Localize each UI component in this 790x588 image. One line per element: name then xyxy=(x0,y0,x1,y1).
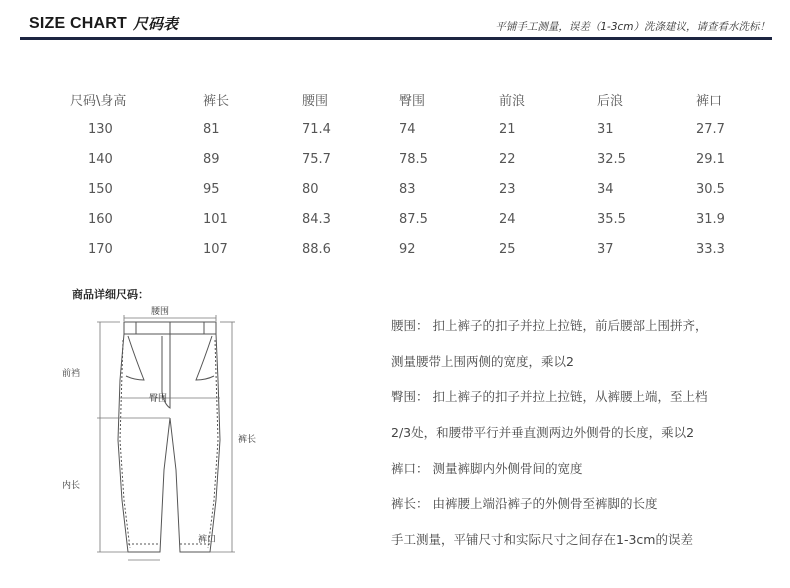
instruction-line: 裤长： 由裤腰上端沿裤子的外侧骨至裤脚的长度 xyxy=(391,496,658,512)
waist-label: 腰围 xyxy=(150,307,170,317)
table-cell: 160 xyxy=(88,211,113,227)
table-cell: 140 xyxy=(88,151,113,167)
column-header-front-rise: 前浪 xyxy=(499,93,526,109)
table-cell: 87.5 xyxy=(399,211,428,227)
table-cell: 29.1 xyxy=(696,151,725,167)
table-cell: 89 xyxy=(203,151,220,167)
table-cell: 130 xyxy=(88,121,113,137)
table-cell: 81 xyxy=(203,121,220,137)
hip-label: 臀围 xyxy=(148,394,168,404)
table-cell: 150 xyxy=(88,181,113,197)
table-cell: 22 xyxy=(499,151,516,167)
column-header-length: 裤长 xyxy=(203,93,230,109)
table-cell: 31 xyxy=(597,121,614,137)
table-cell: 71.4 xyxy=(302,121,331,137)
table-cell: 23 xyxy=(499,181,516,197)
table-cell: 75.7 xyxy=(302,151,331,167)
table-cell: 80 xyxy=(302,181,319,197)
table-cell: 83 xyxy=(399,181,416,197)
header-divider xyxy=(20,37,772,40)
table-cell: 37 xyxy=(597,241,614,257)
table-cell: 35.5 xyxy=(597,211,626,227)
instruction-line: 腰围： 扣上裤子的扣子并拉上拉链，前后腰部上围拼齐， xyxy=(391,318,708,333)
table-row xyxy=(70,234,756,264)
table-row xyxy=(70,144,756,174)
detail-section-title: 商品详细尺码： xyxy=(72,288,149,301)
table-cell: 170 xyxy=(88,241,113,257)
instruction-line: 手工测量，平铺尺寸和实际尺寸之间存在1-3cm的误差 xyxy=(391,532,693,548)
table-cell: 33.3 xyxy=(696,241,725,257)
column-header-hem: 裤口 xyxy=(696,93,723,109)
instruction-line: 裤口： 测量裤脚内外侧骨间的宽度 xyxy=(391,460,583,476)
table-row xyxy=(70,114,756,144)
table-cell: 107 xyxy=(203,241,228,257)
table-cell: 78.5 xyxy=(399,151,428,167)
table-cell: 95 xyxy=(203,181,220,197)
table-row xyxy=(70,174,756,204)
size-table xyxy=(70,84,756,264)
column-header-hip: 臀围 xyxy=(399,93,426,109)
table-cell: 21 xyxy=(499,121,516,137)
table-cell: 34 xyxy=(597,181,614,197)
header xyxy=(0,0,790,46)
table-cell: 88.6 xyxy=(302,241,331,257)
length-label: 裤长 xyxy=(238,435,257,445)
column-header-size: 尺码\身高 xyxy=(70,93,127,109)
table-cell: 84.3 xyxy=(302,211,331,227)
measurement-note: 平铺手工测量，误差（1-3cm）洗涤建议，请查看水洗标！ xyxy=(495,21,770,33)
page-title: SIZE CHART xyxy=(29,15,127,32)
table-cell: 32.5 xyxy=(597,151,626,167)
measurement-instructions xyxy=(391,316,781,566)
legs-shape xyxy=(118,334,220,552)
table-row xyxy=(70,204,756,234)
column-header-waist: 腰围 xyxy=(302,93,329,109)
inseam-label: 内长 xyxy=(62,481,81,491)
page-title-cn: 尺码表 xyxy=(133,15,179,33)
table-cell: 30.5 xyxy=(696,181,725,197)
table-header-row xyxy=(70,84,756,114)
pants-measurement-diagram xyxy=(60,300,270,570)
table-cell: 101 xyxy=(203,211,228,227)
table-cell: 74 xyxy=(399,121,416,137)
instruction-line: 测量腰带上围两侧的宽度，乘以2 xyxy=(391,353,574,369)
table-cell: 31.9 xyxy=(696,211,725,227)
table-cell: 25 xyxy=(499,241,516,257)
table-cell: 24 xyxy=(499,211,516,227)
instruction-line: 臀围： 扣上裤子的扣子并拉上拉链，从裤腰上端，至上档 xyxy=(391,389,708,405)
table-cell: 92 xyxy=(399,241,416,257)
pants-outline xyxy=(118,322,220,552)
hem-label: 裤口 xyxy=(198,535,217,545)
rise-label: 前裆 xyxy=(62,369,81,379)
table-cell: 27.7 xyxy=(696,121,725,137)
instruction-line: 2/3处，和腰带平行并垂直测两边外侧骨的长度，乘以2 xyxy=(391,425,695,441)
column-header-back-rise: 后浪 xyxy=(597,93,624,109)
